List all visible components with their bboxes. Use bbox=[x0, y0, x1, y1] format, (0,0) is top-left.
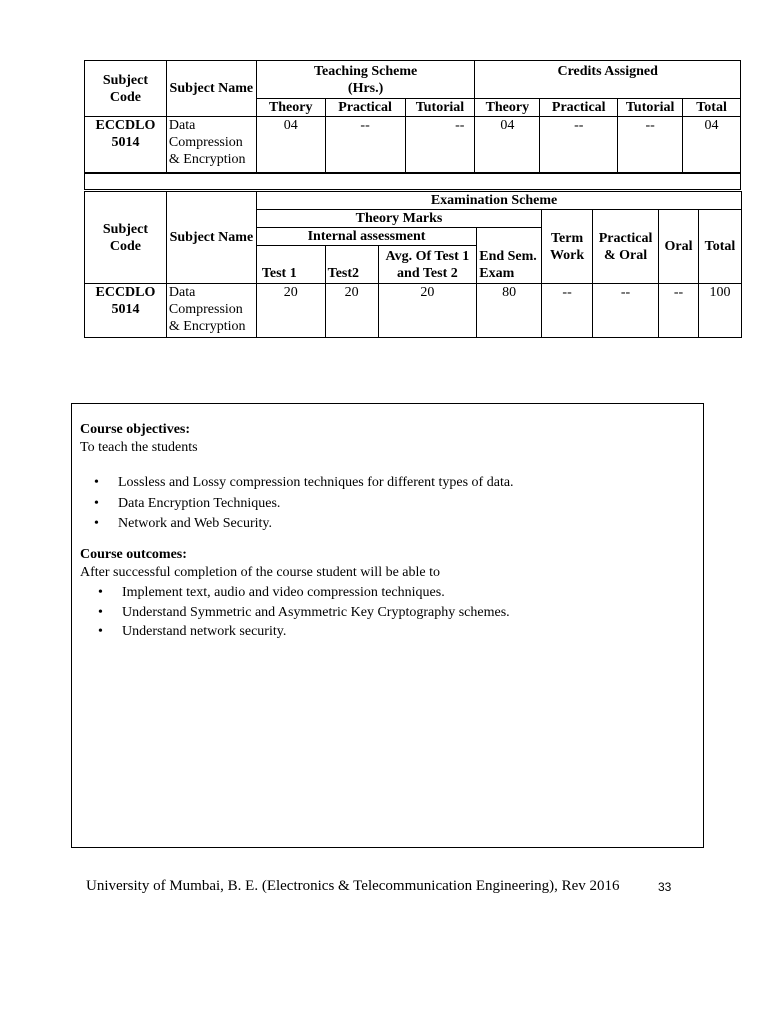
header-subject-name: Subject Name bbox=[166, 61, 256, 117]
exam-subject-code-cell: ECCDLO 5014 bbox=[85, 284, 167, 338]
bullet-icon: • bbox=[94, 475, 99, 490]
header-teach-tutorial: Tutorial bbox=[405, 99, 475, 117]
cred-theory-cell: 04 bbox=[475, 117, 540, 173]
header-teach-practical: Practical bbox=[325, 99, 405, 117]
test2-cell: 20 bbox=[325, 284, 378, 338]
header-practical-oral: Practical & Oral bbox=[593, 210, 659, 284]
cred-tutorial-cell: -- bbox=[618, 117, 683, 173]
bullet-icon: • bbox=[94, 516, 99, 531]
exam-subject-name-cell: Data Compression & Encryption bbox=[166, 284, 256, 338]
teach-practical-cell: -- bbox=[325, 117, 405, 173]
list-item: • Data Encryption Techniques. bbox=[118, 494, 514, 515]
list-item: • Lossless and Lossy compression techniques for different types of data. bbox=[118, 473, 514, 494]
header-examination-scheme: Examination Scheme bbox=[256, 192, 741, 210]
outcomes-list bbox=[98, 583, 510, 642]
table-separator bbox=[84, 173, 741, 190]
header-internal-assessment: Internal assessment bbox=[256, 228, 476, 246]
teach-theory-cell: 04 bbox=[256, 117, 325, 173]
header-cred-total: Total bbox=[683, 99, 741, 117]
header-total: Total bbox=[698, 210, 741, 284]
list-item: • Understand Symmetric and Asymmetric Key Cryptography schemes. bbox=[122, 603, 510, 623]
bullet-icon: • bbox=[98, 604, 103, 620]
header-cred-practical: Practical bbox=[540, 99, 618, 117]
header-avg-test: Avg. Of Test 1 and Test 2 bbox=[378, 246, 477, 284]
header-test2: Test2 bbox=[325, 246, 378, 284]
list-item: • Implement text, audio and video compression techniques. bbox=[122, 583, 510, 603]
header-cred-tutorial: Tutorial bbox=[618, 99, 683, 117]
footer-text: University of Mumbai, B. E. (Electronics & Telecommunication Engineering), Rev 2016 bbox=[86, 878, 620, 894]
bullet-icon: • bbox=[98, 624, 103, 639]
list-item: • Network and Web Security. bbox=[118, 514, 514, 535]
examination-scheme-table bbox=[84, 191, 742, 338]
cred-total-cell: 04 bbox=[683, 117, 741, 173]
teach-tutorial-cell: -- bbox=[405, 117, 475, 173]
end-sem-cell: 80 bbox=[477, 284, 542, 338]
header-teaching-scheme: Teaching Scheme (Hrs.) bbox=[256, 61, 475, 99]
bullet-icon: • bbox=[98, 585, 103, 600]
header-test1: Test 1 bbox=[256, 246, 325, 284]
objectives-list bbox=[94, 473, 514, 535]
subject-code-cell: ECCDLO 5014 bbox=[85, 117, 167, 173]
exam-header-subject-code: Subject Code bbox=[85, 192, 167, 284]
practical-oral-cell: -- bbox=[593, 284, 659, 338]
avg-cell: 20 bbox=[378, 284, 477, 338]
objectives-intro: To teach the students bbox=[80, 440, 198, 455]
outcomes-title: Course outcomes: bbox=[80, 547, 187, 562]
exam-header-subject-name: Subject Name bbox=[166, 192, 256, 284]
outcomes-intro: After successful completion of the course student will be able to bbox=[80, 565, 441, 580]
header-end-sem-exam: End Sem. Exam bbox=[477, 228, 542, 284]
term-work-cell: -- bbox=[542, 284, 593, 338]
header-teach-theory: Theory bbox=[256, 99, 325, 117]
header-oral: Oral bbox=[659, 210, 699, 284]
teaching-scheme-table bbox=[84, 60, 741, 174]
page-number: 33 bbox=[658, 880, 672, 894]
oral-cell: -- bbox=[659, 284, 699, 338]
course-box bbox=[71, 403, 704, 848]
bullet-icon: • bbox=[94, 495, 99, 511]
subject-name-cell: Data Compression & Encryption bbox=[166, 117, 256, 173]
table-row bbox=[85, 284, 742, 338]
list-item: • Understand network security. bbox=[122, 622, 510, 642]
header-credits-assigned: Credits Assigned bbox=[475, 61, 741, 99]
objectives-title: Course objectives: bbox=[80, 422, 191, 437]
header-term-work: Term Work bbox=[542, 210, 593, 284]
total-cell: 100 bbox=[698, 284, 741, 338]
test1-cell: 20 bbox=[256, 284, 325, 338]
cred-practical-cell: -- bbox=[540, 117, 618, 173]
header-subject-code: Subject Code bbox=[85, 61, 167, 117]
header-theory-marks: Theory Marks bbox=[256, 210, 541, 228]
table-row bbox=[85, 117, 741, 173]
header-cred-theory: Theory bbox=[475, 99, 540, 117]
